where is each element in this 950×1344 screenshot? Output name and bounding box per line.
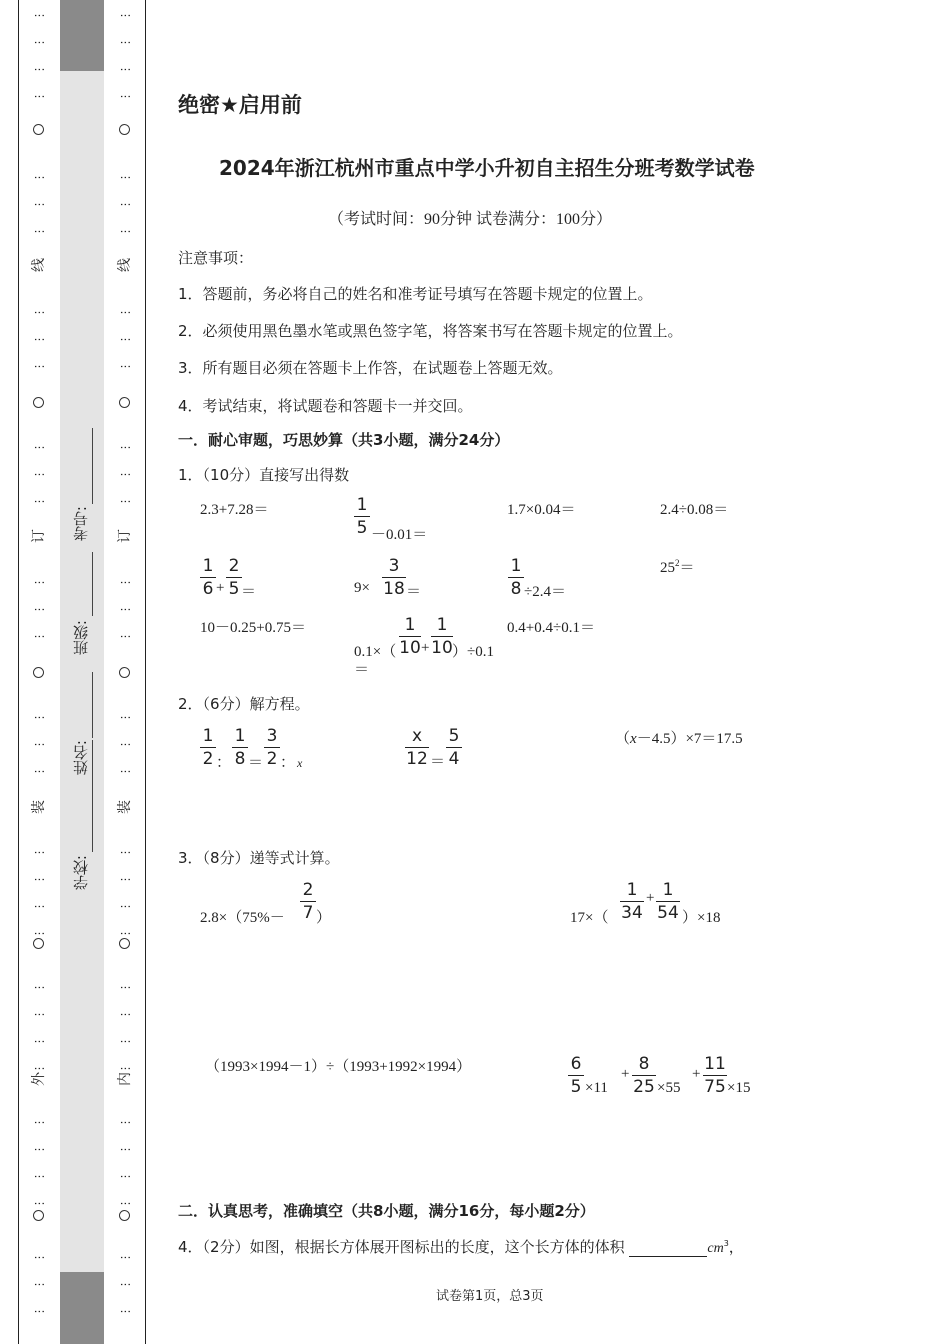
seal-line-dot: ⋮ [119, 442, 132, 452]
q1-b-tail: －0.01＝ [371, 527, 428, 543]
seal-line-dot: ⋮ [33, 1171, 46, 1181]
seal-line-dot: ⋮ [33, 469, 46, 479]
q2-a-fraction: $\frac{1}{2}$ [200, 727, 216, 768]
q1-stem: 1．（10分）直接写出得数 [178, 466, 350, 484]
seal-line-dot: ⋮ [33, 928, 46, 938]
info-strip [60, 0, 104, 1344]
seal-circle-icon [119, 124, 130, 135]
q1-j-plus: + [421, 640, 430, 656]
q2-b-fraction: $\frac{5}{4}$ [446, 727, 462, 768]
seal-line-dot: ⋮ [33, 226, 46, 236]
seal-line-dot: ⋮ [33, 1063, 46, 1073]
info-strip-bottom-block [60, 1272, 104, 1344]
seal-circle-icon [33, 1210, 44, 1221]
q1-item-a: 2.3+7.28＝ [200, 502, 269, 518]
q2-a-op: ： [280, 753, 296, 771]
seal-circle-icon [33, 667, 44, 678]
seal-line-dot: ⋮ [119, 307, 132, 317]
q1-item-h: $25^2=$ [660, 558, 695, 576]
q3-b-fraction: $\frac{1}{54}$ [657, 880, 679, 923]
notice-heading: 注意事项： [178, 249, 254, 267]
seal-line-dot: ⋮ [33, 1009, 46, 1019]
seal-line-dot: ⋮ [119, 469, 132, 479]
seal-line-dot: ⋮ [119, 1198, 132, 1208]
seal-line-dot: ⋮ [119, 37, 132, 47]
seal-line-dot: ⋮ [33, 496, 46, 506]
q3-d-plus: + [621, 1066, 630, 1082]
q1-f-tail: ＝ [406, 584, 422, 600]
seal-line-dot: ⋮ [33, 334, 46, 344]
q2-a-fraction: $\frac{1}{8}$ [232, 727, 248, 768]
seal-line-dot: ⋮ [119, 91, 132, 101]
q1-b-fraction: $\frac{1}{5}$ [354, 496, 370, 537]
notice-item: 4．考试结束，将试题卷和答题卡一并交回。 [178, 397, 473, 415]
seal-line-dot: ⋮ [119, 334, 132, 344]
q3-b-plus: + [646, 890, 655, 906]
seal-line-char: 装 [31, 800, 47, 814]
seal-line-dot: ⋮ [33, 982, 46, 992]
outer-seal-line [32, 0, 46, 1344]
seal-line-dot: ⋮ [33, 1198, 46, 1208]
seal-line-dot: ⋮ [33, 712, 46, 722]
seal-line-dot: ⋮ [33, 307, 46, 317]
seal-circle-icon [119, 397, 130, 408]
seal-line-dot: ⋮ [119, 1306, 132, 1316]
seal-line-dot: ⋮ [119, 901, 132, 911]
q3-a-fraction: $\frac{2}{7}$ [300, 881, 316, 922]
info-strip-top-block [60, 0, 104, 71]
q2-a-eq: ＝ [248, 753, 264, 771]
name-label: 姓名: [72, 740, 90, 776]
section2-heading: 二．认真思考，准确填空（共8小题，满分16分，每小题2分） [178, 1202, 595, 1220]
seal-line-dot: ⋮ [119, 1036, 132, 1046]
seal-line-dot: ⋮ [119, 1171, 132, 1181]
seal-line-dot: ⋮ [33, 1117, 46, 1127]
seal-line-dot: ⋮ [119, 874, 132, 884]
seal-line-dot: ⋮ [119, 199, 132, 209]
margin-border-right [145, 0, 146, 1344]
q1-j-fraction: $\frac{1}{10}$ [399, 615, 421, 658]
q3-a-lead: 2.8×（75%－ [200, 910, 285, 926]
q4-answer-blank[interactable] [629, 1242, 707, 1257]
q3-stem: 3．（8分）递等式计算。 [178, 849, 340, 867]
q3-b-lead: 17×（ [570, 910, 609, 926]
seal-line-dot: ⋮ [33, 1144, 46, 1154]
exam-no-label: 考号: [72, 506, 90, 542]
q1-j-fraction: $\frac{1}{10}$ [431, 615, 453, 658]
notice-item: 3．所有题目必须在答题卡上作答，在试题卷上答题无效。 [178, 359, 563, 377]
seal-circle-icon [119, 1210, 130, 1221]
q1-item-i: 10－0.25+0.75＝ [200, 620, 306, 636]
class-field[interactable] [92, 552, 93, 616]
seal-line-dot: ⋮ [33, 901, 46, 911]
class-label: 班级: [72, 620, 90, 656]
seal-line-char: 线 [31, 258, 47, 272]
seal-line-dot: ⋮ [119, 361, 132, 371]
seal-line-dot: ⋮ [33, 1036, 46, 1046]
seal-line-dot: ⋮ [119, 1063, 132, 1073]
q3-d-mul: ×55 [657, 1080, 681, 1096]
margin-border-left [18, 0, 19, 1344]
seal-line-dot: ⋮ [119, 847, 132, 857]
seal-line-char: 线 [117, 258, 133, 272]
q1-j-equals: ＝ [354, 662, 370, 678]
seal-line-dot: ⋮ [33, 604, 46, 614]
q1-e-fraction: $\frac{2}{5}$ [226, 557, 242, 598]
exam-no-field[interactable] [92, 428, 93, 504]
seal-line-dot: ⋮ [33, 631, 46, 641]
seal-line-dot: ⋮ [33, 91, 46, 101]
school-label: 学校: [72, 855, 90, 891]
q3-d-plus: + [692, 1066, 701, 1082]
q1-e-plus: + [216, 580, 225, 596]
q3-b-fraction: $\frac{1}{34}$ [621, 880, 643, 923]
q4-stem: 4．（2分）如图，根据长方体展开图标出的长度，这个长方体的体积 $cm^3$， [178, 1238, 744, 1256]
seal-line-dot: ⋮ [119, 1279, 132, 1289]
seal-line-dot: ⋮ [119, 172, 132, 182]
seal-line-dot: ⋮ [119, 739, 132, 749]
seal-line-dot: ⋮ [33, 442, 46, 452]
seal-line-dot: ⋮ [119, 64, 132, 74]
seal-line-char: 内 [117, 1072, 133, 1086]
seal-line-dot: ⋮ [33, 199, 46, 209]
q1-item-d: 2.4÷0.08＝ [660, 502, 729, 518]
q2-a-var: x [297, 756, 303, 770]
seal-line-dot: ⋮ [33, 1252, 46, 1262]
q1-f-fraction: $\frac{3}{18}$ [383, 556, 405, 599]
seal-line-dot: ⋮ [33, 739, 46, 749]
seal-line-dot: ⋮ [33, 10, 46, 20]
seal-line-dot: ⋮ [119, 1117, 132, 1127]
seal-line-dot: ⋮ [119, 604, 132, 614]
seal-circle-icon [33, 397, 44, 408]
seal-line-char: 外 [31, 1072, 47, 1086]
school-field[interactable] [92, 740, 93, 852]
section1-heading: 一．耐心审题，巧思妙算（共3小题，满分24分） [178, 431, 510, 449]
q2-b-fraction: $\frac{x}{12}$ [406, 726, 428, 769]
q3-d-fraction: $\frac{11}{75}$ [704, 1054, 726, 1097]
paper-subtitle: （考试时间：90分钟 试卷满分：100分） [328, 211, 613, 228]
seal-line-dot: ⋮ [119, 577, 132, 587]
q1-item-k: 0.4+0.4÷0.1＝ [507, 620, 595, 636]
seal-circle-icon [119, 667, 130, 678]
q1-e-fraction: $\frac{1}{6}$ [200, 557, 216, 598]
q3-d-fraction: $\frac{8}{25}$ [633, 1054, 655, 1097]
seal-line-dot: ⋮ [119, 1009, 132, 1019]
q2-b-eq: ＝ [430, 752, 446, 770]
q1-g-fraction: $\frac{1}{8}$ [508, 557, 524, 598]
q2-a-op: ： [216, 753, 232, 771]
seal-line-dot: ⋮ [119, 982, 132, 992]
q1-g-tail: ÷2.4＝ [524, 584, 566, 600]
q2-stem: 2．（6分）解方程。 [178, 695, 310, 713]
seal-circle-icon [119, 938, 130, 949]
q2-c: （x－4.5）×7＝17.5 [615, 731, 743, 747]
notice-item: 1．答题前，务必将自己的姓名和准考证号填写在答题卡规定的位置上。 [178, 285, 653, 303]
q3-d-mul: ×15 [727, 1080, 751, 1096]
seal-line-char: 装 [117, 800, 133, 814]
notice-item: 2．必须使用黑色墨水笔或黑色签字笔，将答案书写在答题卡规定的位置上。 [178, 322, 683, 340]
paper-title: 2024年浙江杭州市重点中学小升初自主招生分班考数学试卷 [219, 156, 755, 180]
seal-line-dot: ⋮ [33, 1279, 46, 1289]
seal-line-dot: ⋮ [33, 766, 46, 776]
seal-line-dot: ⋮ [33, 874, 46, 884]
seal-line-dot: ⋮ [119, 712, 132, 722]
seal-line-dot: ⋮ [33, 577, 46, 587]
seal-line-dot: ⋮ [33, 64, 46, 74]
seal-line-dot: ⋮ [119, 928, 132, 938]
q1-f-lead: 9× [354, 580, 370, 596]
seal-circle-icon [33, 124, 44, 135]
q1-j-tail: ）÷0.1 [452, 644, 494, 660]
q3-d-fraction: $\frac{6}{5}$ [568, 1055, 584, 1096]
secret-label: 绝密★启用前 [178, 93, 302, 117]
seal-line-dot: ⋮ [33, 37, 46, 47]
q1-item-c: 1.7×0.04＝ [507, 502, 576, 518]
q1-e-tail: ＝ [241, 584, 257, 600]
seal-line-dot: ⋮ [33, 847, 46, 857]
seal-circle-icon [33, 938, 44, 949]
seal-line-dot: ⋮ [119, 496, 132, 506]
name-field[interactable] [92, 672, 93, 738]
seal-line-dot: ⋮ [119, 631, 132, 641]
seal-line-dot: ⋮ [119, 1144, 132, 1154]
q2-a-fraction: $\frac{3}{2}$ [264, 727, 280, 768]
seal-line-char: 订 [31, 529, 47, 543]
seal-line-dot: ⋮ [119, 10, 132, 20]
q3-c: （1993×1994－1）÷（1993+1992×1994） [205, 1059, 472, 1075]
page-footer: 试卷第1页，总3页 [436, 1289, 544, 1304]
inner-seal-line [118, 0, 132, 1344]
q3-b-tail: ）×18 [682, 910, 721, 926]
q3-d-mul: ×11 [585, 1080, 608, 1096]
seal-line-dot: ⋮ [119, 766, 132, 776]
q3-a-tail: ） [316, 910, 332, 926]
seal-line-dot: ⋮ [33, 172, 46, 182]
seal-line-dot: ⋮ [33, 361, 46, 371]
seal-line-dot: ⋮ [119, 226, 132, 236]
seal-line-char: 订 [117, 529, 133, 543]
seal-line-dot: ⋮ [119, 1252, 132, 1262]
q1-j-lead: 0.1×（ [354, 644, 397, 660]
seal-line-dot: ⋮ [33, 1306, 46, 1316]
